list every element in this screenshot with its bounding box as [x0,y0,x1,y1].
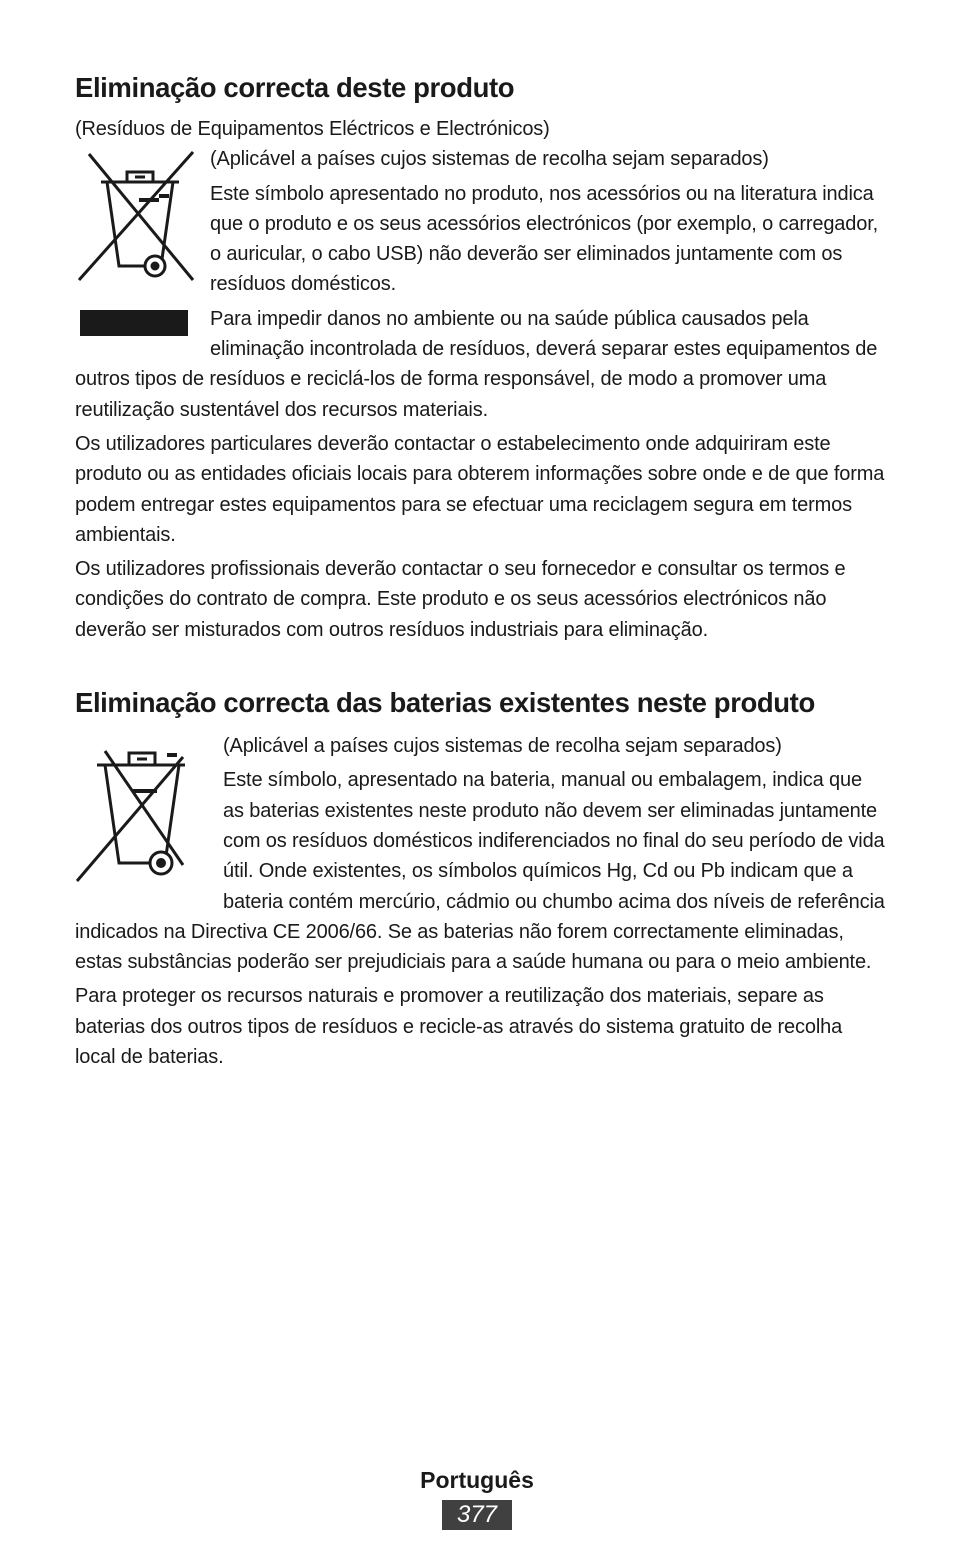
separate-collection-bar [80,310,188,336]
paragraph: Este símbolo, apresentado na bateria, manual ou embalagem, indica que as baterias existentes neste produto não devem ser eliminadas juntamente com os resíduos domésticos indiferenciados no final do seu período de vida útil. Onde existentes, os símbolos químicos Hg, Cd ou Pb indicam que a bateria contém mercúrio, cádmio ou chumbo acima dos níveis de referência indicados na Directiva CE 2006/66. Se as baterias não forem correctamente eliminadas, estas substâncias poderão ser prejudiciais para a saúde humana ou para o meio ambiente. [75,769,885,974]
paragraph: Os utilizadores particulares deverão contactar o estabelecimento onde adquiriram este produto ou as entidades oficiais locais para obterem informações sobre onde e de que forma podem entregar estes equipamentos para se efectuar uma reciclagem segura em termos ambientais. [75,432,885,546]
section-title: Eliminação correcta deste produto [75,72,515,103]
crossed-out-wheelie-bin-icon [75,735,199,885]
paragraph: Este símbolo apresentado no produto, nos acessórios ou na literatura indica que o produto e os seus acessórios electrónicos (por exemplo, o carregador, o auricular, o cabo USB) não deverão ser eliminados juntamente com os resíduos domésticos. [210,182,879,296]
page-number: 377 [442,1500,512,1530]
footer-language: Português [420,1467,534,1493]
crossed-out-wheelie-bin-icon [75,150,199,290]
section-subtitle: (Resíduos de Equipamentos Eléctricos e Electrónicos) [75,118,550,140]
paragraph: Para proteger os recursos naturais e promover a reutilização dos materiais, separe as baterias dos outros tipos de resíduos e recicle-as através do sistema gratuito de recolha local de baterias. [75,985,843,1069]
section-title: Eliminação correcta das baterias existentes neste produto [75,687,815,719]
page-footer [0,1464,954,1530]
paragraph: Os utilizadores profissionais deverão contactar o seu fornecedor e consultar os termos e condições do contrato de compra. Este produto e os seus acessórios electrónicos não deverão ser misturados com outros resíduos industriais para eliminação. [75,558,846,641]
battery-symbol [75,735,199,915]
paragraph: (Aplicável a países cujos sistemas de recolha sejam separados) [223,735,782,758]
document-page [75,70,885,1072]
weee-symbol [75,150,199,340]
paragraph: (Aplicável a países cujos sistemas de recolha sejam separados) [210,148,769,171]
paragraph: Para impedir danos no ambiente ou na saúde pública causados pela eliminação incontrolada de resíduos, deverá separar estes equipamentos de outros tipos de resíduos e reciclá-los de forma responsável, de modo a promover uma reutilização sustentável dos recursos materiais. [75,307,878,421]
weee-disposal-section [75,70,885,645]
battery-disposal-section [75,685,885,1072]
